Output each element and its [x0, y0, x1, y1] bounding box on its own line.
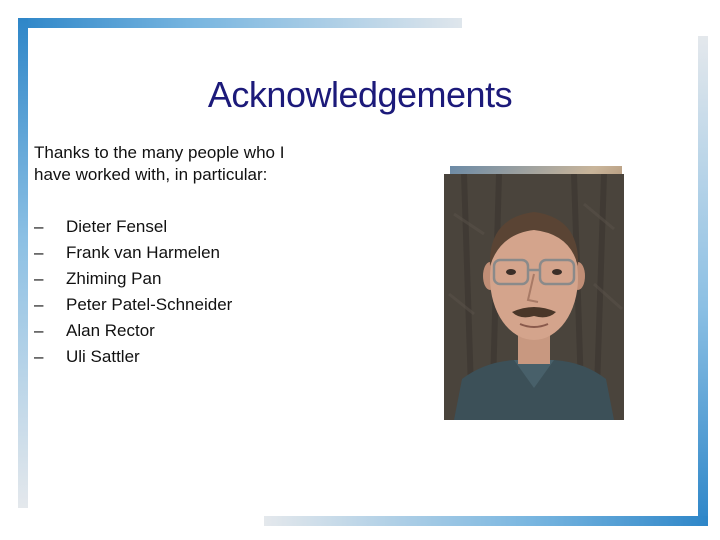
photo-stack: [444, 166, 624, 420]
person-name: Peter Patel-Schneider: [66, 295, 233, 314]
list-item: [34, 240, 232, 266]
portrait-illustration: [444, 174, 624, 420]
intro-line-2: have worked with, in particular:: [34, 165, 268, 184]
slide-title-text: Acknowledgements: [207, 74, 513, 115]
intro-line-1: Thanks to the many people who I: [34, 143, 285, 162]
people-list: [34, 214, 232, 370]
dash-bullet: –: [34, 295, 44, 314]
dash-bullet: –: [34, 217, 44, 236]
list-item: [34, 344, 232, 370]
frame-top-bar: [18, 18, 462, 28]
person-name: Alan Rector: [66, 321, 155, 340]
intro-text: [34, 142, 334, 186]
person-name: Frank van Harmelen: [66, 243, 221, 262]
dash-bullet: –: [34, 243, 44, 262]
dash-bullet: –: [34, 269, 44, 288]
list-item: [34, 292, 232, 318]
person-name: Zhiming Pan: [66, 269, 162, 288]
list-item: [34, 214, 232, 240]
dash-bullet: –: [34, 347, 44, 366]
person-name: Dieter Fensel: [66, 217, 168, 236]
list-item: [34, 266, 232, 292]
dash-bullet: –: [34, 321, 44, 340]
portrait-photo: [444, 174, 624, 420]
list-item: [34, 318, 232, 344]
person-name: Uli Sattler: [66, 347, 140, 366]
frame-bottom-bar: [264, 516, 708, 526]
slide-title: [0, 74, 720, 116]
